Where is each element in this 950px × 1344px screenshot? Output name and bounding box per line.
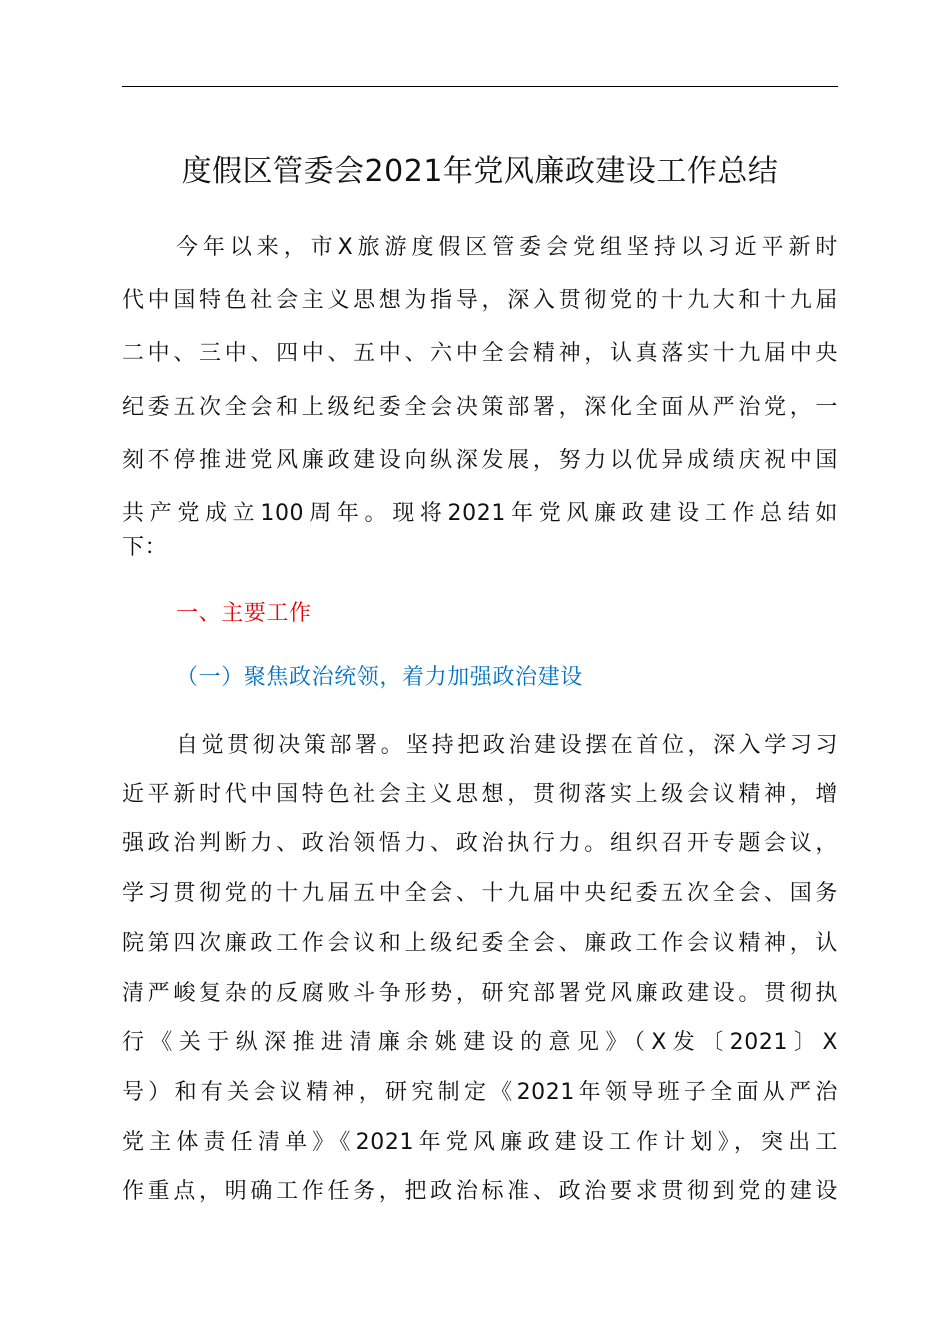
intro-line: 共产党成立100周年。现将2021年党风廉政建设工作总结如 <box>122 501 838 526</box>
body-line: 院第四次廉政工作会议和上级纪委全会、廉政工作会议精神，认 <box>122 931 838 956</box>
body-line: 行《关于纵深推进清廉余姚建设的意见》（X发〔2021〕X <box>122 1030 838 1055</box>
body-line: 强政治判断力、政治领悟力、政治执行力。组织召开专题会议， <box>122 831 838 856</box>
body-line: 自觉贯彻决策部署。坚持把政治建设摆在首位，深入学习习 <box>176 733 838 758</box>
body-line: 号）和有关会议精神，研究制定《2021年领导班子全面从严治 <box>122 1080 838 1105</box>
header-rule <box>122 86 838 87</box>
section-heading: 一、主要工作 <box>176 601 312 626</box>
document-title: 度假区管委会2021年党风廉政建设工作总结 <box>181 154 779 189</box>
intro-line: 今年以来，市X旅游度假区管委会党组坚持以习近平新时 <box>176 235 838 260</box>
body-line: 清严峻复杂的反腐败斗争形势，研究部署党风廉政建设。贯彻执 <box>122 981 838 1006</box>
body-line: 作重点，明确工作任务，把政治标准、政治要求贯彻到党的建设 <box>122 1179 838 1204</box>
intro-line: 刻不停推进党风廉政建设向纵深发展，努力以优异成绩庆祝中国 <box>122 448 838 473</box>
body-line: 学习贯彻党的十九届五中全会、十九届中央纪委五次全会、国务 <box>122 881 838 906</box>
intro-line: 下： <box>122 535 168 560</box>
body-line: 近平新时代中国特色社会主义思想，贯彻落实上级会议精神，增 <box>122 782 838 807</box>
intro-line: 代中国特色社会主义思想为指导，深入贯彻党的十九大和十九届 <box>122 288 838 313</box>
intro-line: 二中、三中、四中、五中、六中全会精神，认真落实十九届中央 <box>122 341 838 366</box>
body-line: 党主体责任清单》《2021年党风廉政建设工作计划》，突出工 <box>122 1130 838 1155</box>
intro-line: 纪委五次全会和上级纪委全会决策部署，深化全面从严治党，一 <box>122 395 838 420</box>
subsection-heading: （一）聚焦政治统领，着力加强政治建设 <box>176 665 583 690</box>
